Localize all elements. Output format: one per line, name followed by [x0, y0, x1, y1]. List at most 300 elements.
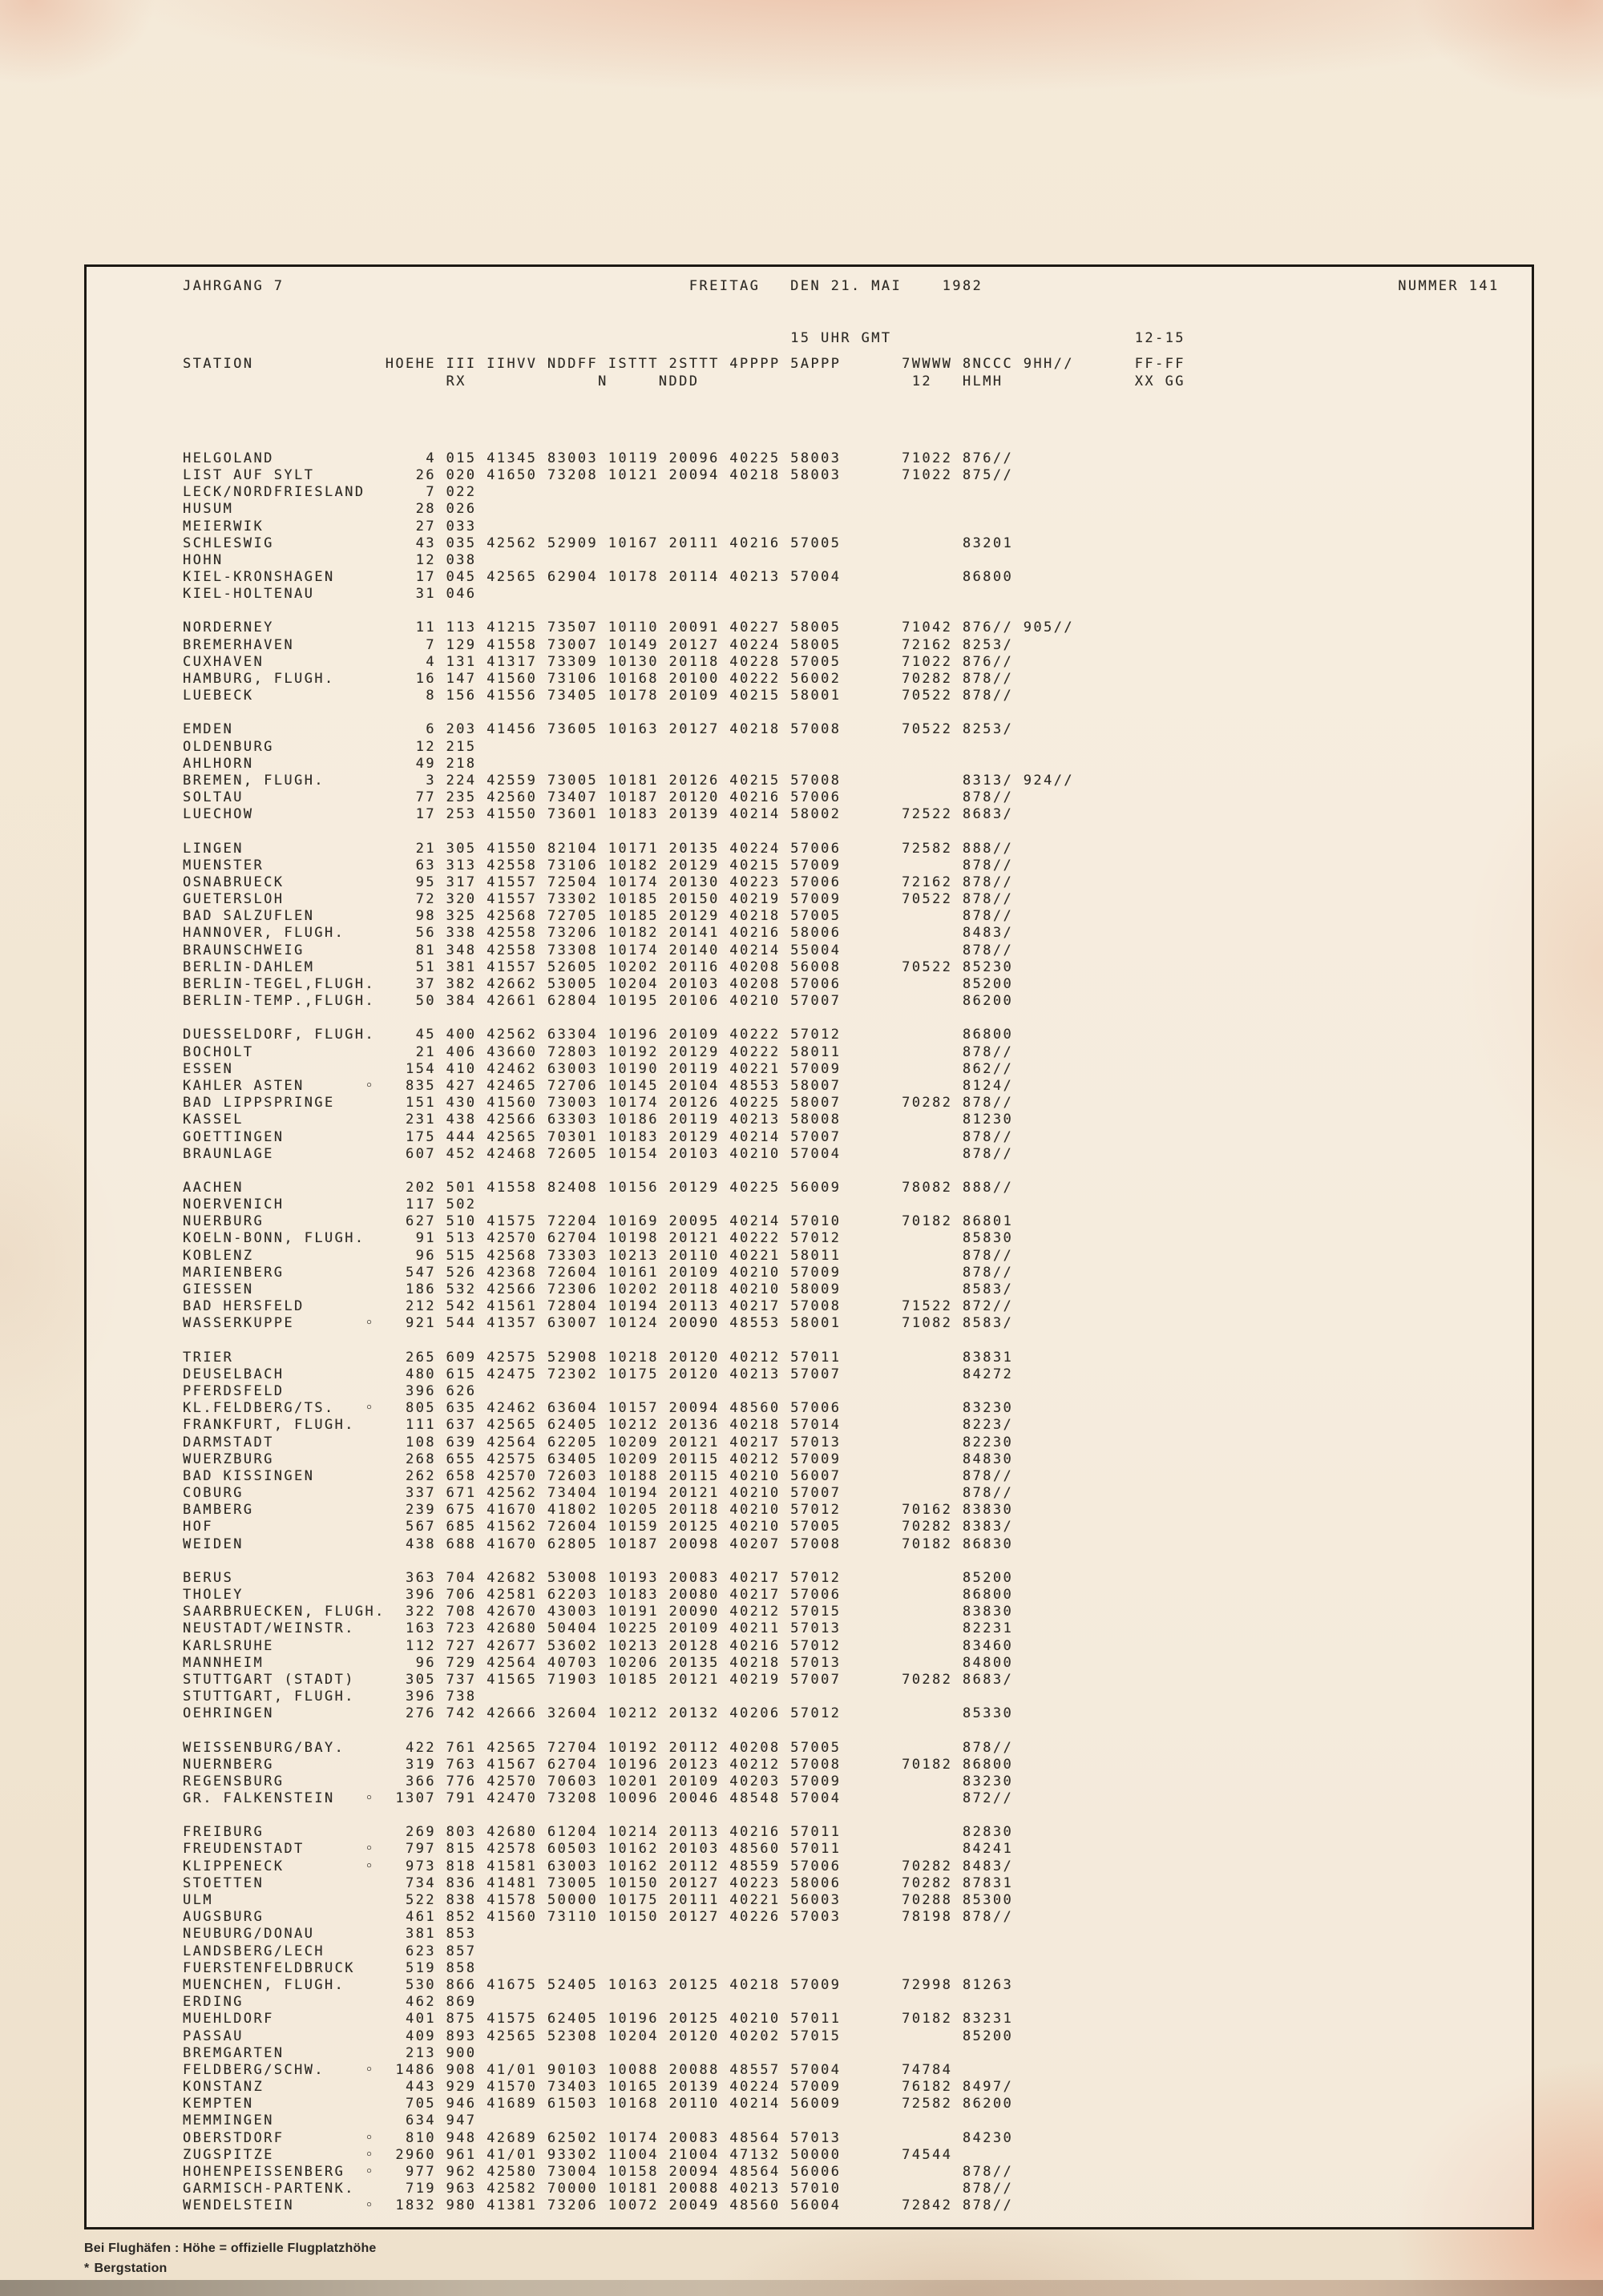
synop-9hh [1013, 1196, 1074, 1213]
station-row [183, 1858, 1524, 1875]
synop-7wwww: 70282 [841, 1095, 953, 1112]
synop-8nccc: 878// [952, 1247, 1014, 1264]
station-row [183, 756, 1524, 773]
weekday-label: FREITAG [688, 278, 761, 294]
station-row [183, 1977, 1524, 1994]
station-number: 384 [435, 993, 477, 1010]
synop-values: 41650 73208 10121 20094 40218 58003 [476, 466, 842, 483]
synop-9hh [1013, 1892, 1074, 1908]
station-height: 519 [395, 1959, 436, 1976]
station-number: 526 [435, 1264, 477, 1281]
column-header-cell: 9HH// [1023, 356, 1074, 373]
synop-values: 41562 72604 10159 20125 40210 57005 [476, 1519, 842, 1535]
synop-values: 42562 73404 10194 20121 40210 57007 [476, 1485, 842, 1502]
synop-8nccc: 8253/ [952, 636, 1014, 653]
synop-8nccc: 878// [952, 1739, 1014, 1756]
station-name: WEIDEN [183, 1535, 396, 1552]
synop-8nccc: 878// [952, 942, 1014, 958]
station-height: 96 [395, 1247, 436, 1264]
synop-8nccc: 8313/ [952, 772, 1014, 789]
station-number: 742 [435, 1705, 477, 1722]
station-name: DEUSELBACH [183, 1366, 396, 1382]
synop-values: 41557 72504 10174 20130 40223 57006 [476, 874, 842, 890]
station-height: 7 [395, 484, 436, 501]
synop-8nccc: 86800 [952, 1027, 1014, 1043]
synop-8nccc: 878// [952, 1128, 1014, 1145]
station-name: FRANKFURT, FLUGH. [183, 1417, 396, 1434]
station-height: 239 [395, 1502, 436, 1519]
synop-9hh [1013, 2079, 1074, 2095]
station-name: WUERZBURG [183, 1451, 396, 1467]
synop-9hh [1013, 519, 1074, 535]
station-name: HELGOLAND [183, 450, 396, 466]
synop-9hh [1013, 1773, 1074, 1790]
station-name: LECK/NORDFRIESLAND [183, 484, 396, 501]
station-row [183, 2112, 1524, 2129]
synop-values [476, 586, 841, 602]
synop-values: 41550 73601 10183 20139 40214 58002 [476, 806, 842, 823]
station-name: OLDENBURG [183, 738, 396, 755]
station-number: 900 [435, 2044, 477, 2061]
synop-values [476, 1196, 841, 1213]
jahrgang-label: JAHRGANG 7 [183, 278, 285, 294]
synop-values: 41689 61503 10168 20110 40214 56009 [476, 2096, 842, 2112]
synop-8nccc: 85200 [952, 976, 1014, 992]
station-height: 8 [395, 688, 436, 704]
synop-8nccc: 86200 [952, 2096, 1014, 2112]
station-row [183, 908, 1524, 925]
station-number: 776 [435, 1773, 477, 1790]
synop-9hh [1013, 1146, 1074, 1162]
station-height: 265 [395, 1349, 436, 1366]
synop-8nccc: 82230 [952, 1434, 1014, 1451]
station-name: NUERBURG [183, 1213, 396, 1230]
station-name: MEIERWIK [183, 518, 396, 535]
station-row [183, 1146, 1524, 1163]
synop-8nccc [952, 1943, 1013, 1959]
station-number: 961 [435, 2146, 477, 2163]
synop-9hh [1013, 1977, 1074, 1993]
station-height: 175 [395, 1128, 436, 1145]
station-row [183, 841, 1524, 857]
synop-8nccc: 878// [952, 1145, 1014, 1162]
station-name: KONSTANZ [183, 2079, 396, 2096]
synop-values [476, 756, 841, 772]
synop-7wwww: 70282 [841, 1671, 953, 1688]
synop-values: 42462 63604 10157 20094 48560 57006 [476, 1400, 842, 1417]
station-row [183, 1485, 1524, 1502]
station-number: 544 [435, 1315, 477, 1332]
synop-9hh [1013, 959, 1074, 975]
synop-7wwww [841, 1265, 952, 1281]
station-height: 322 [395, 1604, 436, 1620]
station-name: THOLEY [183, 1587, 396, 1603]
station-number: 406 [435, 1043, 477, 1060]
station-name: NEUBURG/DONAU [183, 1926, 396, 1943]
station-height: 634 [395, 2112, 436, 2129]
station-number: 348 [435, 942, 477, 958]
synop-8nccc: 81230 [952, 1112, 1014, 1128]
station-height: 1832 [395, 2197, 436, 2214]
synop-values: 41575 72204 10169 20095 40214 57010 [476, 1213, 842, 1230]
synop-9hh [1013, 467, 1074, 483]
synop-7wwww [841, 1841, 952, 1857]
synop-9hh [1013, 925, 1074, 941]
synop-9hh [1013, 1502, 1074, 1518]
synop-7wwww [841, 1417, 952, 1433]
station-height: 627 [395, 1213, 436, 1230]
synop-8nccc [952, 2045, 1013, 2061]
synop-7wwww: 70282 [841, 1858, 953, 1874]
station-name: AHLHORN [183, 755, 396, 772]
station-number: 131 [435, 653, 477, 670]
station-name: STOETTEN [183, 1874, 396, 1891]
station-name: BAD SALZUFLEN [183, 908, 396, 925]
station-row [183, 1570, 1524, 1587]
station-row [183, 2147, 1524, 2164]
synop-9hh [1013, 1129, 1074, 1145]
synop-9hh [1013, 654, 1074, 670]
station-number: 382 [435, 976, 477, 992]
synop-7wwww [841, 1230, 952, 1246]
synop-7wwww [841, 1468, 952, 1484]
station-row [183, 2197, 1524, 2214]
synop-8nccc: 888// [952, 840, 1014, 857]
synop-values: 41578 50000 10175 20111 40221 56003 [476, 1892, 842, 1908]
station-name: HANNOVER, FLUGH. [183, 925, 396, 942]
synop-values: 41558 82408 10156 20129 40225 56009 [476, 1179, 842, 1196]
station-group [183, 1027, 1524, 1163]
station-row [183, 688, 1524, 704]
station-row [183, 637, 1524, 654]
synop-7wwww: 76182 [841, 2079, 953, 2096]
station-number: 532 [435, 1281, 477, 1297]
station-row [183, 1112, 1524, 1128]
station-height: 461 [395, 1909, 436, 1926]
station-height: 31 [395, 586, 436, 603]
station-number: 317 [435, 874, 477, 890]
synop-7wwww: 72998 [841, 1976, 953, 1993]
column-header-cell: NDDFF [547, 356, 599, 373]
station-row [183, 1044, 1524, 1061]
station-name: BAMBERG [183, 1502, 396, 1519]
station-number: 658 [435, 1467, 477, 1484]
synop-8nccc [952, 484, 1013, 500]
synop-8nccc: 82830 [952, 1824, 1014, 1841]
station-row [183, 1824, 1524, 1841]
synop-8nccc: 878// [952, 1264, 1014, 1281]
synop-values [476, 501, 841, 517]
synop-7wwww [841, 1960, 952, 1976]
synop-9hh [1013, 1350, 1074, 1366]
station-name: FUERSTENFELDBRUCK [183, 1959, 396, 1976]
station-row [183, 586, 1524, 603]
station-height: 16 [395, 671, 436, 687]
synop-8nccc: 8223/ [952, 1417, 1014, 1434]
synop-8nccc: 878// [952, 2181, 1014, 2197]
station-name: ESSEN [183, 1060, 396, 1077]
synop-7wwww: 70182 [841, 1535, 953, 1552]
synop-9hh [1013, 1230, 1074, 1246]
synop-9hh [1013, 450, 1074, 466]
station-height: 381 [395, 1926, 436, 1943]
synop-8nccc: 878// [952, 857, 1014, 874]
synop-values: 42689 62502 10174 20083 48564 57013 [476, 2129, 842, 2146]
synop-values: 41575 62405 10196 20125 40210 57011 [476, 2011, 842, 2028]
synop-7wwww [841, 1112, 952, 1128]
synop-values [476, 552, 841, 568]
station-height: 91 [395, 1230, 436, 1247]
station-number: 046 [435, 586, 477, 603]
synop-9hh: 905// [1013, 619, 1074, 636]
synop-7wwww [841, 1570, 952, 1586]
station-number: 947 [435, 2112, 477, 2129]
station-name: FELDBERG/SCHW. ◦ [183, 2061, 396, 2078]
synop-7wwww [841, 1350, 952, 1366]
synop-8nccc: 872// [952, 1298, 1014, 1315]
synop-7wwww: 78082 [841, 1179, 953, 1196]
station-height: 268 [395, 1451, 436, 1467]
station-height: 63 [395, 857, 436, 874]
synop-8nccc [952, 501, 1013, 517]
synop-7wwww [841, 586, 952, 602]
synop-values: 42682 53008 10193 20083 40217 57012 [476, 1569, 842, 1586]
synop-8nccc: 84830 [952, 1451, 1014, 1467]
synop-9hh [1013, 841, 1074, 857]
synop-values: 43660 72803 10192 20129 40222 58011 [476, 1043, 842, 1060]
station-row [183, 1790, 1524, 1807]
station-height: 17 [395, 806, 436, 823]
synop-values [476, 484, 841, 500]
station-row [183, 2028, 1524, 2045]
station-height: 805 [395, 1400, 436, 1417]
station-height: 262 [395, 1467, 436, 1484]
station-height: 396 [395, 1587, 436, 1603]
station-number: 929 [435, 2079, 477, 2096]
synop-values: 41/01 93302 11004 21004 47132 50000 [476, 2146, 842, 2163]
column-subheader-cell: 12 [911, 373, 932, 389]
synop-7wwww: 70282 [841, 671, 953, 687]
station-row [183, 1875, 1524, 1892]
synop-9hh [1013, 484, 1074, 500]
synop-values: 41670 62805 10187 20098 40207 57008 [476, 1535, 842, 1552]
synop-9hh [1013, 2197, 1074, 2213]
synop-7wwww: 71042 [841, 619, 953, 636]
synop-7wwww [841, 1926, 952, 1942]
station-number: 708 [435, 1604, 477, 1620]
station-height: 231 [395, 1112, 436, 1128]
station-number: 946 [435, 2096, 477, 2112]
synop-values: 42570 62704 10198 20121 40222 57012 [476, 1230, 842, 1247]
station-height: 396 [395, 1689, 436, 1705]
synop-9hh [1013, 1689, 1074, 1705]
station-height: 21 [395, 1043, 436, 1060]
station-row [183, 993, 1524, 1010]
synop-values: 42568 73303 10213 20110 40221 58011 [476, 1247, 842, 1264]
observation-time-line [183, 330, 1524, 347]
station-row [183, 484, 1524, 501]
column-subheader-row [183, 373, 1524, 390]
column-header-cell: 2STTT [668, 356, 720, 373]
column-header-cell: FF-FF [1134, 356, 1185, 373]
legend-berg-line [84, 2258, 377, 2278]
station-number: 963 [435, 2181, 477, 2197]
synop-7wwww: 71022 [841, 466, 953, 483]
station-number: 438 [435, 1112, 477, 1128]
station-number: 671 [435, 1485, 477, 1502]
station-number: 729 [435, 1654, 477, 1671]
station-height: 45 [395, 1027, 436, 1043]
synop-7wwww [841, 925, 952, 941]
synop-8nccc: 8483/ [952, 1858, 1014, 1874]
synop-values: 42462 63003 10190 20119 40221 57009 [476, 1060, 842, 1077]
station-height: 186 [395, 1281, 436, 1297]
station-row [183, 891, 1524, 908]
synop-7wwww [841, 993, 952, 1009]
synop-9hh [1013, 637, 1074, 653]
station-height: 117 [395, 1196, 436, 1213]
synop-9hh [1013, 1790, 1074, 1806]
synop-9hh [1013, 552, 1074, 568]
synop-9hh [1013, 1620, 1074, 1636]
station-number: 763 [435, 1756, 477, 1773]
station-name: KOELN-BONN, FLUGH. [183, 1230, 396, 1247]
station-group [183, 1740, 1524, 1808]
synop-7wwww: 70182 [841, 1213, 953, 1230]
synop-9hh [1013, 1943, 1074, 1959]
station-number: 452 [435, 1145, 477, 1162]
synop-7wwww [841, 519, 952, 535]
station-row [183, 1213, 1524, 1230]
station-height: 567 [395, 1519, 436, 1535]
station-height: 4 [395, 653, 436, 670]
station-number: 838 [435, 1892, 477, 1908]
station-name: BOCHOLT [183, 1043, 396, 1060]
station-name: BAD KISSINGEN [183, 1467, 396, 1484]
station-height: 28 [395, 501, 436, 518]
station-height: 607 [395, 1145, 436, 1162]
station-number: 980 [435, 2197, 477, 2214]
column-subheader-cell: NDDD [658, 373, 700, 389]
station-height: 337 [395, 1485, 436, 1502]
station-name: WEISSENBURG/BAY. [183, 1739, 396, 1756]
synop-7wwww [841, 569, 952, 585]
synop-7wwww [841, 1044, 952, 1060]
synop-8nccc: 8483/ [952, 925, 1014, 942]
synop-7wwww: 70282 [841, 1874, 953, 1891]
synop-9hh [1013, 721, 1074, 737]
synop-7wwww: 74784 [841, 2061, 953, 2078]
station-height: 719 [395, 2181, 436, 2197]
synop-7wwww [841, 1824, 952, 1840]
synop-8nccc: 862// [952, 1060, 1014, 1077]
synop-9hh [1013, 1027, 1074, 1043]
station-name: ERDING [183, 1994, 396, 2011]
synop-values: 41345 83003 10119 20096 40225 58003 [476, 450, 842, 466]
synop-8nccc: 85330 [952, 1705, 1014, 1722]
station-row [183, 1095, 1524, 1112]
synop-7wwww [841, 1281, 952, 1297]
station-row [183, 721, 1524, 738]
station-name: NOERVENICH [183, 1196, 396, 1213]
synop-8nccc [952, 519, 1013, 535]
station-row [183, 519, 1524, 535]
synop-7wwww [841, 1790, 952, 1806]
synop-9hh [1013, 2011, 1074, 2027]
station-row [183, 1655, 1524, 1672]
column-header-cell: 7WWWW [902, 356, 953, 373]
issue-number: NUMMER 141 [1398, 278, 1500, 294]
station-height: 49 [395, 755, 436, 772]
station-name: LUEBECK [183, 688, 396, 704]
synop-8nccc [952, 756, 1013, 772]
synop-values: 41558 73007 10149 20127 40224 58005 [476, 636, 842, 653]
station-number: 381 [435, 958, 477, 975]
synop-values: 42465 72706 10145 20104 48553 58007 [476, 1077, 842, 1094]
synop-8nccc: 87831 [952, 1874, 1014, 1891]
synop-values: 42560 73407 10187 20120 40216 57006 [476, 789, 842, 806]
synop-8nccc: 82231 [952, 1620, 1014, 1637]
station-row [183, 2079, 1524, 2096]
station-height: 443 [395, 2079, 436, 2096]
synop-9hh [1013, 1672, 1074, 1688]
station-row [183, 1366, 1524, 1383]
station-number: 215 [435, 738, 477, 755]
synop-9hh [1013, 1383, 1074, 1399]
station-height: 1307 [395, 1790, 436, 1807]
station-row [183, 1400, 1524, 1417]
synop-8nccc: 875// [952, 466, 1014, 483]
synop-values: 42565 70301 10183 20129 40214 57007 [476, 1128, 842, 1145]
station-row [183, 1689, 1524, 1705]
station-row [183, 1638, 1524, 1655]
synop-values: 41675 52405 10163 20125 40218 57009 [476, 1976, 842, 1993]
synop-9hh [1013, 1519, 1074, 1535]
station-row [183, 1230, 1524, 1247]
synop-9hh [1013, 1875, 1074, 1891]
column-header-cell: III [446, 356, 477, 373]
station-row [183, 1248, 1524, 1265]
station-height: 623 [395, 1943, 436, 1959]
station-number: 510 [435, 1213, 477, 1230]
synop-8nccc [952, 1383, 1013, 1399]
station-number: 858 [435, 1959, 477, 1976]
station-number: 513 [435, 1230, 477, 1247]
synop-8nccc: 83830 [952, 1604, 1014, 1620]
synop-values [476, 739, 841, 755]
synop-7wwww: 72842 [841, 2197, 953, 2214]
synop-7wwww [841, 1994, 952, 2010]
synop-values: 41/01 90103 10088 20088 48557 57004 [476, 2061, 842, 2078]
station-name: BREMEN, FLUGH. [183, 772, 396, 789]
synop-7wwww [841, 1366, 952, 1382]
synop-8nccc: 878// [952, 1485, 1014, 1502]
station-height: 51 [395, 958, 436, 975]
synop-7wwww [841, 2112, 952, 2129]
synop-9hh [1013, 1994, 1074, 2010]
station-height: 409 [395, 2028, 436, 2044]
station-row [183, 959, 1524, 976]
station-height: 50 [395, 993, 436, 1010]
synop-values: 42558 73206 10182 20141 40216 58006 [476, 925, 842, 942]
synop-7wwww [841, 535, 952, 551]
station-number: 609 [435, 1349, 477, 1366]
synop-values: 42564 40703 10206 20135 40218 57013 [476, 1654, 842, 1671]
synop-values: 41550 82104 10171 20135 40224 57006 [476, 840, 842, 857]
synop-9hh [1013, 1824, 1074, 1840]
station-row [183, 1196, 1524, 1213]
synop-7wwww: 70522 [841, 958, 953, 975]
